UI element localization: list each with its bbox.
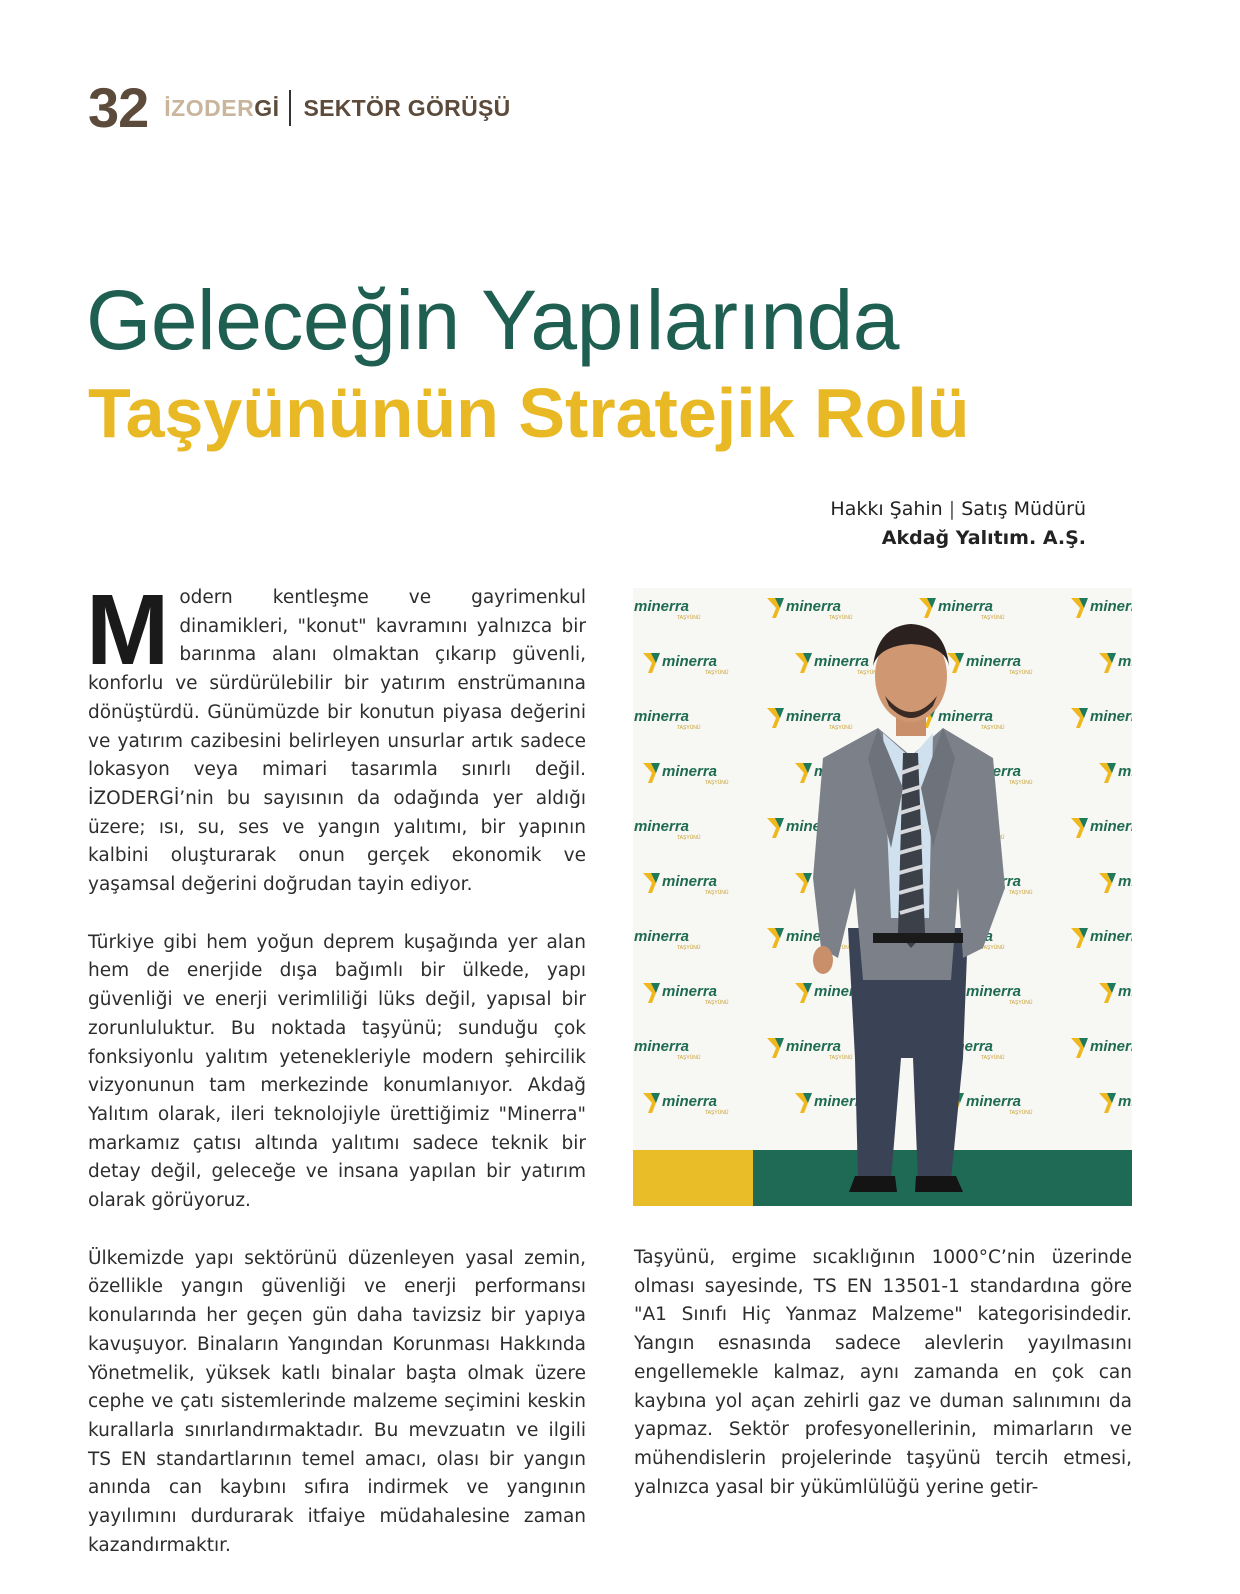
author-name: Hakkı Şahin (830, 498, 943, 520)
author-byline (830, 495, 1086, 553)
paragraph-1-text: odern kentleşme ve gayrimenkul dinamikleri, "konut" kavramını yalnızca bir barınma alanı olmaktan çıkarıp güvenli, konforlu ve sürdürülebilir bir yatırım enstrümanına dönüştürdü. Günümüzde bir konutun piyasa değerini ve yatırım cazibesini belirleyen unsurlar artık sadece lokasyon veya mimari tasarımla sınırlı değil. İZODERGİ’nin bu sayısının da odağında yer aldığı üzere; ısı, su, ses ve yangın yalıtımı, bir yapının kalbini oluşturarak onun gerçek ekonomik ve yaşamsal değerini doğrudan tayin ediyor. (88, 587, 586, 896)
paragraph-4: Taşyünü, ergime sıcaklığının 1000°C’nin üzerinde olması sayesinde, TS EN 13501-1 standardına göre "A1 Sınıfı Hiç Yanmaz Malzeme" kategorisindedir. Yangın esnasında sadece alevlerin yayılmasını engellemekle kalmaz, aynı zamanda en çok can kaybına yol açan zehirli gaz ve duman salınımını da yapmaz. Sektör profesyonellerinin, mimarların ve mühendislerin projelerinde taşyünü tercih etmesi, yalnızca yasal bir yükümlülüğü yerine getir- (634, 1247, 1132, 1498)
article-title-line2: Taşyününün Stratejik Rolü (88, 374, 970, 452)
article-title-line1: Geleceğin Yapılarında (86, 273, 899, 367)
paragraph-2: Türkiye gibi hem yoğun deprem kuşağında yer alan hem de enerjide dışa bağımlı bir ülkede, yapı güvenliği ve enerji verimliliği lüks değil, yapısal bir zorunluluktur. Bu noktada taşyünü; sunduğu çok fonksiyonlu yalıtım yetenekleriyle modern şehircilik vizyonunun tam merkezinde konumlanıyor. Akdağ Yalıtım olarak, ileri teknolojiyle ürettiğimiz "Minerra" markamız çatısı altında yalıtımı sadece teknik bir detay değil, geleceğe ve insana yapılan bir yatırım olarak görüyoruz. (88, 931, 586, 1212)
page-header (88, 78, 511, 138)
article-column-left (86, 574, 586, 1590)
brand-part1: İZODER (164, 94, 255, 121)
drop-cap: M (86, 574, 170, 686)
photo-illustration (633, 588, 1132, 1206)
section-label: SEKTÖR GÖRÜŞÜ (303, 94, 511, 121)
page-number: 32 (88, 76, 149, 139)
author-photo (633, 588, 1132, 1206)
byline-separator: | (948, 498, 956, 520)
header-divider (289, 90, 291, 126)
paragraph-1 (86, 574, 586, 900)
author-role: Satış Müdürü (961, 498, 1086, 520)
paragraph-3: Ülkemizde yapı sektörünü düzenleyen yasal zemin, özellikle yangın güvenliği ve enerji performansı konularında her geçen gün daha tavizsiz bir yapıya kavuşuyor. Binaların Yangından Korunması Hakkında Yönetmelik, yüksek katlı binalar başta olmak üzere cephe ve çatı sistemlerinde malzeme seçimini keskin kurallarla sınırlandırmaktadır. Bu mevzuatın ve ilgili TS EN standartlarının temel amacı, olası bir yangın anında can kaybını sıfıra indirmek ve yangının yayılımını durdurarak itfaiye müdahalesine zaman kazandırmaktır. (88, 1247, 586, 1556)
article-column-right (634, 1244, 1132, 1531)
brand-part2: Gİ (254, 94, 280, 121)
magazine-brand (164, 95, 279, 122)
author-company: Akdağ Yalıtım. A.Ş. (881, 527, 1086, 549)
